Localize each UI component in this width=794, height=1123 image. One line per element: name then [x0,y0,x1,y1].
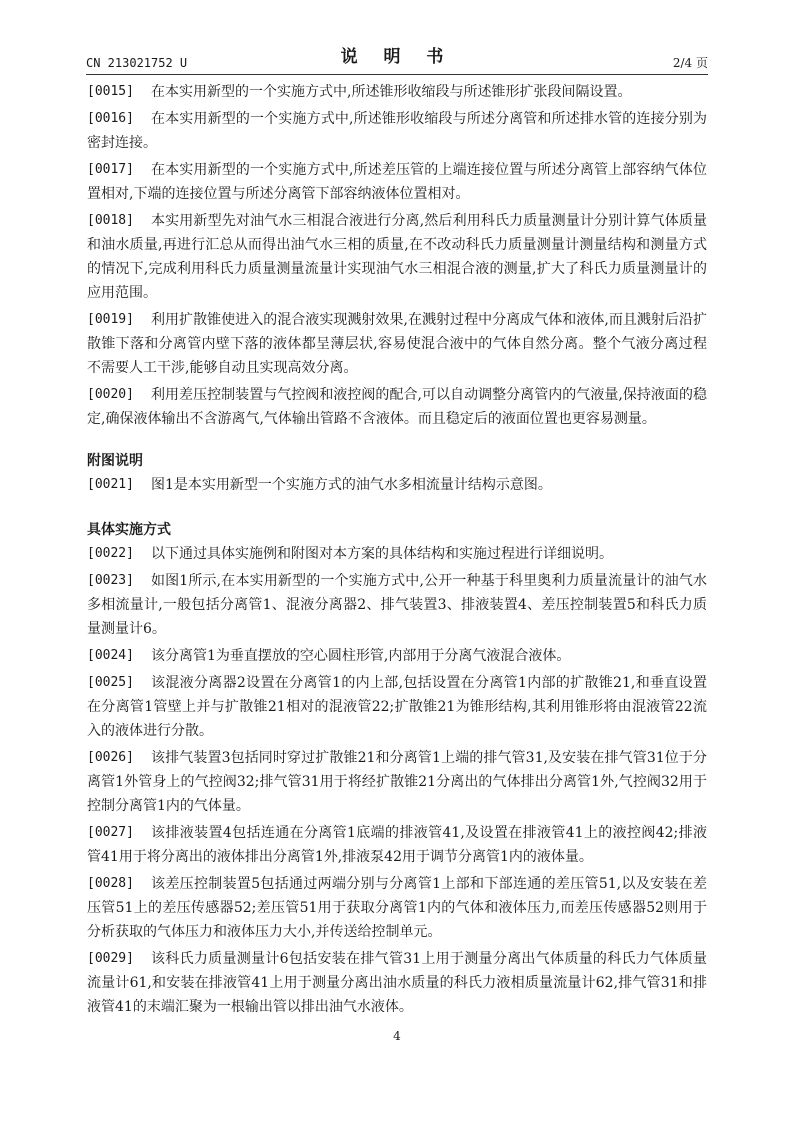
paragraph-text: 图1是本实用新型一个实施方式的油气水多相流量计结构示意图。 [151,477,552,493]
paragraph-text: 以下通过具体实施例和附图对本方案的具体结构和实施过程进行详细说明。 [151,546,613,562]
paragraph-text: 在本实用新型的一个实施方式中,所述锥形收缩段与所述锥形扩张段间隔设置。 [151,84,632,100]
paragraph-group-intro [87,80,707,431]
paragraph-text: 在本实用新型的一个实施方式中,所述锥形收缩段与所述分离管和所述排水管的连接分别为密封连接。 [87,111,707,151]
paragraph [87,542,707,566]
paragraph-number: [0019] [87,312,134,327]
paragraph [87,473,707,497]
paragraph-text: 利用差压控制装置与气控阀和液控阀的配合,可以自动调整分离管内的气液量,保持液面的稳定,确保液体输出不含游离气,气体输出管路不含液体。而且稳定后的液面位置也更容易测量。 [87,387,707,427]
paragraph-number: [0025] [87,675,134,690]
paragraph-number: [0023] [87,573,134,588]
paragraph-number: [0026] [87,750,134,765]
paragraph-number: [0016] [87,111,134,126]
paragraph-number: [0021] [87,477,134,492]
paragraph [87,872,707,944]
paragraph-text: 本实用新型先对油气水三相混合液进行分离,然后利用科氏力质量测量计分别计算气体质量和油水质量,再进行汇总从而得出油气水三相的质量,在不改动科氏力质量测量计测量结构和测量方式的情况下,完成利用科氏力质量测量流量计实现油气水三相混合液的测量,扩大了科氏力质量测量计的应用范围。 [87,213,707,301]
paragraph [87,209,707,305]
header-divider [86,74,708,75]
paragraph-group-drawings [87,473,707,497]
paragraph [87,569,707,641]
page-indicator: 2/4 页 [672,56,708,70]
paragraph-text: 如图1所示,在本实用新型的一个实施方式中,公开一种基于科里奥利力质量流量计的油气水多相流量计,一般包括分离管1、混液分离器2、排气装置3、排液装置4、差压控制装置5和科氏力质量测量计6。 [87,573,707,637]
page-header [86,44,708,70]
paragraph [87,821,707,869]
paragraph [87,383,707,431]
section-title-embodiment: 具体实施方式 [87,522,171,538]
paragraph [87,671,707,743]
paragraph-number: [0027] [87,825,134,840]
paragraph-text: 该差压控制装置5包括通过两端分别与分离管1上部和下部连通的差压管51,以及安装在差压管51上的差压传感器52;差压管51用于获取分离管1内的气体和液体压力,而差压传感器52则用于分析获取的气体压力和液体压力大小,并传送给控制单元。 [87,876,707,940]
paragraph [87,746,707,818]
paragraph [87,107,707,155]
paragraph [87,644,707,668]
document-title: 说 明 书 [340,47,454,67]
paragraph-text: 该混液分离器2设置在分离管1的内上部,包括设置在分离管1内部的扩散锥21,和垂直设置在分离管1管壁上并与扩散锥21相对的混液管22;扩散锥21为锥形结构,其利用锥形将由混液管22流入的液体进行分散。 [87,675,707,739]
document-body [87,80,707,1022]
paragraph-text: 该科氏力质量测量计6包括安装在排气管31上用于测量分离出气体质量的科氏力气体质量流量计61,和安装在排液管41上用于测量分离出油水质量的科氏力液相质量流量计62,排气管31和排液管41的末端汇聚为一根输出管以排出油气水液体。 [87,951,707,1015]
paragraph-text: 该分离管1为垂直摆放的空心圆柱形管,内部用于分离气液混合液体。 [151,648,571,664]
paragraph-number: [0015] [87,84,134,99]
paragraph-number: [0024] [87,648,134,663]
paragraph-number: [0022] [87,546,134,561]
section-title-drawings: 附图说明 [87,453,143,469]
paragraph-text: 在本实用新型的一个实施方式中,所述差压管的上端连接位置与所述分离管上部容纳气体位置相对,下端的连接位置与所述分离管下部容纳液体位置相对。 [87,162,707,202]
paragraph [87,308,707,380]
paragraph-number: [0029] [87,951,134,966]
paragraph-number: [0017] [87,162,134,177]
paragraph-text: 利用扩散锥使进入的混合液实现溅射效果,在溅射过程中分离成气体和液体,而且溅射后沿扩散锥下落和分离管内壁下落的液体都呈薄层状,容易使混合液中的气体自然分离。整个气液分离过程不需要人工干涉,能够自动且实现高效分离。 [87,312,707,376]
paragraph [87,947,707,1019]
paragraph [87,158,707,206]
paragraph [87,80,707,104]
patent-number: CN 213021752 U [86,56,188,70]
paragraph-group-embodiment [87,542,707,1019]
paragraph-number: [0018] [87,213,134,228]
paragraph-text: 该排气装置3包括同时穿过扩散锥21和分离管1上端的排气管31,及安装在排气管31位于分离管1外管身上的气控阀32;排气管31用于将经扩散锥21分离出的气体排出分离管1外,气控阀32用于控制分离管1内的气体量。 [87,750,707,814]
paragraph-text: 该排液装置4包括连通在分离管1底端的排液管41,及设置在排液管41上的液控阀42;排液管41用于将分离出的液体排出分离管1外,排液泵42用于调节分离管1内的液体量。 [87,825,707,865]
page-number: 4 [393,1029,401,1043]
paragraph-number: [0020] [87,387,134,402]
paragraph-number: [0028] [87,876,134,891]
